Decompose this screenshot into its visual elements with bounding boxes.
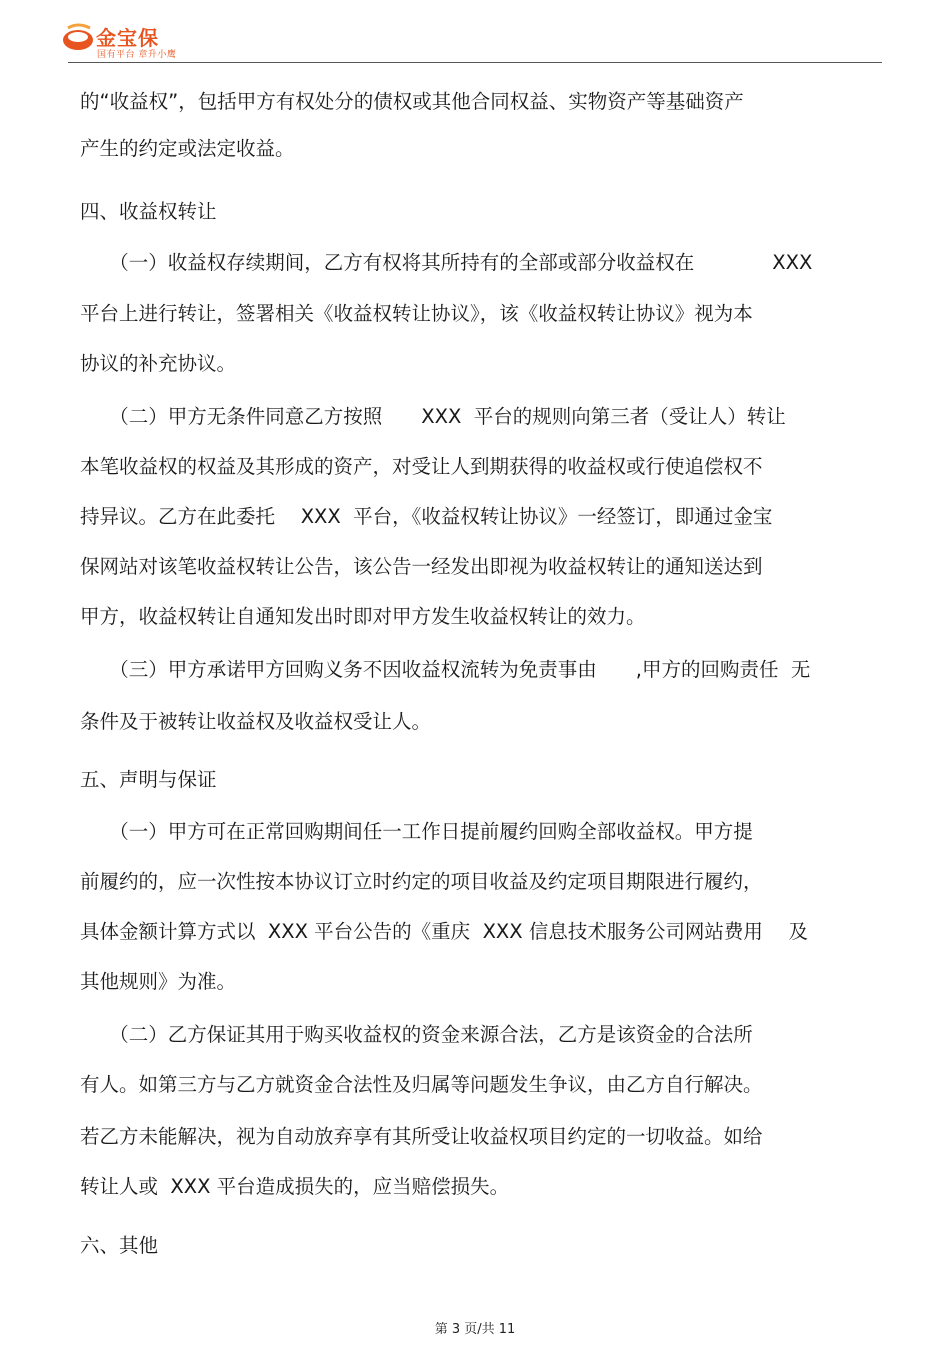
- page-number: 第 3 页/共 11: [434, 1322, 516, 1337]
- text-line: 保网站对该笔收益权转让公告，该公告一经发出即视为收益权转让的通知送达到: [80, 555, 763, 578]
- text-line: 有人。如第三方与乙方就资金合法性及归属等问题发生争议，由乙方自行解决。: [80, 1073, 763, 1096]
- section-heading: 四、收益权转让: [80, 200, 217, 223]
- text-line: （一）收益权存续期间，乙方有权将其所持有的全部或部分收益权在 XXX: [80, 251, 813, 274]
- text-line: 甲方，收益权转让自通知发出时即对甲方发生收益权转让的效力。: [80, 605, 646, 628]
- text-line: 持异议。乙方在此委托 XXX 平台，《收益权转让协议》一经签订，即通过金宝: [80, 505, 773, 528]
- page-header: [0, 0, 950, 70]
- logo-mark-icon: [62, 22, 96, 52]
- logo: [62, 22, 192, 62]
- text-line: 的“收益权”，包括甲方有权处分的债权或其他合同权益、实物资产等基础资产: [80, 90, 744, 113]
- text-line: 产生的约定或法定收益。: [80, 137, 295, 160]
- logo-tagline: 国有平台 章升小鹰: [97, 50, 177, 60]
- text-line: 其他规则》为准。: [80, 970, 237, 993]
- text-line: 具体金额计算方式以 XXX 平台公告的《重庆 XXX 信息技术服务公司网站费用 及: [80, 920, 809, 943]
- text-line: （二）甲方无条件同意乙方按照 XXX 平台的规则向第三者（受让人）转让: [80, 405, 786, 428]
- text-line: 前履约的，应一次性按本协议订立时约定的项目收益及约定项目期限进行履约，: [80, 870, 763, 893]
- section-heading: 五、声明与保证: [80, 768, 217, 791]
- text-line: （二）乙方保证其用于购买收益权的资金来源合法，乙方是该资金的合法所: [80, 1023, 753, 1046]
- header-divider: [68, 62, 882, 63]
- text-line: （一）甲方可在正常回购期间任一工作日提前履约回购全部收益权。甲方提: [80, 820, 753, 843]
- text-line: 若乙方未能解决，视为自动放弃享有其所受让收益权项目约定的一切收益。如给: [80, 1125, 763, 1148]
- text-line: 转让人或 XXX 平台造成损失的，应当赔偿损失。: [80, 1175, 510, 1198]
- logo-name: 金宝保: [96, 26, 159, 50]
- text-line: （三）甲方承诺甲方回购义务不因收益权流转为免责事由 ,甲方的回购责任 无: [80, 658, 811, 681]
- text-line: 条件及于被转让收益权及收益权受让人。: [80, 710, 432, 733]
- text-line: 本笔收益权的权益及其形成的资产，对受让人到期获得的收益权或行使追偿权不: [80, 455, 763, 478]
- section-heading: 六、其他: [80, 1234, 159, 1257]
- text-line: 协议的补充协议。: [80, 352, 237, 375]
- text-line: 平台上进行转让，签署相关《收益权转让协议》，该《收益权转让协议》视为本: [80, 302, 753, 325]
